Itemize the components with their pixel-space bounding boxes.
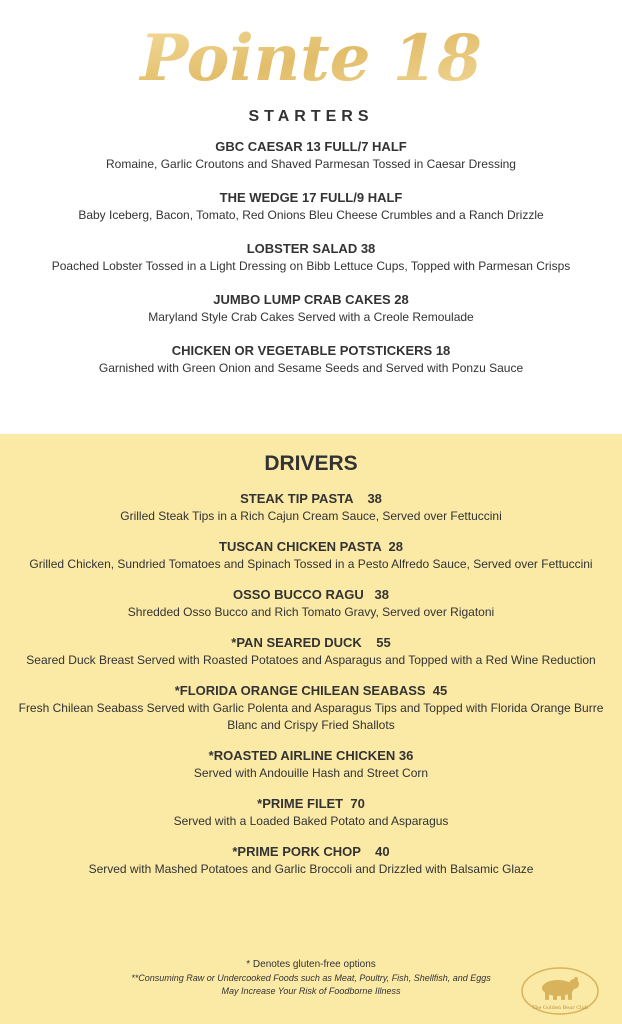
item-description: Fresh Chilean Seabass Served with Garlic Polenta and Asparagus Tips and Topped with Florida Orange Burre Blanc and Crispy Fried Shallots	[18, 701, 604, 732]
menu-item	[0, 538, 622, 573]
menu-item	[0, 747, 622, 782]
menu-item	[0, 490, 622, 525]
gluten-free-note: * Denotes gluten-free options	[246, 959, 376, 970]
item-description: Poached Lobster Tossed in a Light Dressing on Bibb Lettuce Cups, Topped with Parmesan Crisps	[51, 259, 571, 273]
item-description: Served with Mashed Potatoes and Garlic Broccoli and Drizzled with Balsamic Glaze	[88, 862, 534, 876]
item-name: *PRIME PORK CHOP 40	[232, 844, 390, 859]
menu-item	[0, 843, 622, 878]
item-name: *PAN SEARED DUCK 55	[231, 635, 391, 650]
raw-food-warning-line2: May Increase Your Risk of Foodborne Illness	[221, 986, 401, 996]
item-name: JUMBO LUMP CRAB CAKES 28	[213, 292, 409, 307]
item-name: TUSCAN CHICKEN PASTA 28	[219, 539, 403, 554]
item-description: Served with a Loaded Baked Potato and Asparagus	[173, 814, 449, 828]
item-description: Maryland Style Crab Cakes Served with a Creole Remoulade	[148, 310, 474, 324]
item-description: Shredded Osso Bucco and Rich Tomato Gravy, Served over Rigatoni	[127, 605, 495, 619]
item-name: *FLORIDA ORANGE CHILEAN SEABASS 45	[174, 683, 448, 698]
item-name: LOBSTER SALAD 38	[246, 241, 376, 256]
drivers-title: DRIVERS	[264, 452, 358, 475]
item-name: CHICKEN OR VEGETABLE POTSTICKERS 18	[171, 343, 451, 358]
item-description: Garnished with Green Onion and Sesame Seeds and Served with Ponzu Sauce	[98, 361, 524, 375]
menu-item	[0, 634, 622, 669]
logo-text: Pointe 18	[140, 21, 482, 96]
menu-item	[0, 795, 622, 830]
brand-logo	[0, 8, 622, 108]
menu-item	[0, 189, 622, 224]
menu-item	[0, 682, 622, 734]
seal-text: The Golden Bear Club	[531, 1005, 589, 1011]
drivers-section	[0, 434, 622, 1024]
golden-bear-seal	[520, 966, 600, 1016]
menu-item	[0, 240, 622, 275]
menu-item	[0, 138, 622, 173]
item-name: OSSO BUCCO RAGU 38	[232, 587, 390, 602]
item-description: Romaine, Garlic Croutons and Shaved Parmesan Tossed in Caesar Dressing	[106, 157, 516, 171]
item-name: *ROASTED AIRLINE CHICKEN 36	[208, 748, 414, 763]
starters-section	[0, 104, 622, 434]
menu-item	[0, 342, 622, 377]
item-name: THE WEDGE 17 FULL/9 HALF	[219, 190, 403, 205]
item-description: Baby Iceberg, Bacon, Tomato, Red Onions Bleu Cheese Crumbles and a Ranch Drizzle	[78, 208, 544, 222]
item-name: GBC CAESAR 13 FULL/7 HALF	[215, 139, 407, 154]
item-name: STEAK TIP PASTA 38	[240, 491, 382, 506]
raw-food-warning-line1: **Consuming Raw or Undercooked Foods such as Meat, Poultry, Fish, Shellfish, and Eggs	[131, 973, 491, 983]
item-description: Seared Duck Breast Served with Roasted Potatoes and Asparagus and Topped with a Red Wine Reduction	[26, 653, 596, 667]
menu-item	[0, 291, 622, 326]
starters-title: STARTERS	[248, 108, 374, 125]
item-description: Grilled Chicken, Sundried Tomatoes and Spinach Tossed in a Pesto Alfredo Sauce, Served over Fettuccini	[29, 557, 593, 571]
menu-item	[0, 586, 622, 621]
item-description: Served with Andouille Hash and Street Corn	[193, 766, 429, 780]
item-description: Grilled Steak Tips in a Rich Cajun Cream Sauce, Served over Fettuccini	[120, 509, 502, 523]
item-name: *PRIME FILET 70	[257, 796, 365, 811]
